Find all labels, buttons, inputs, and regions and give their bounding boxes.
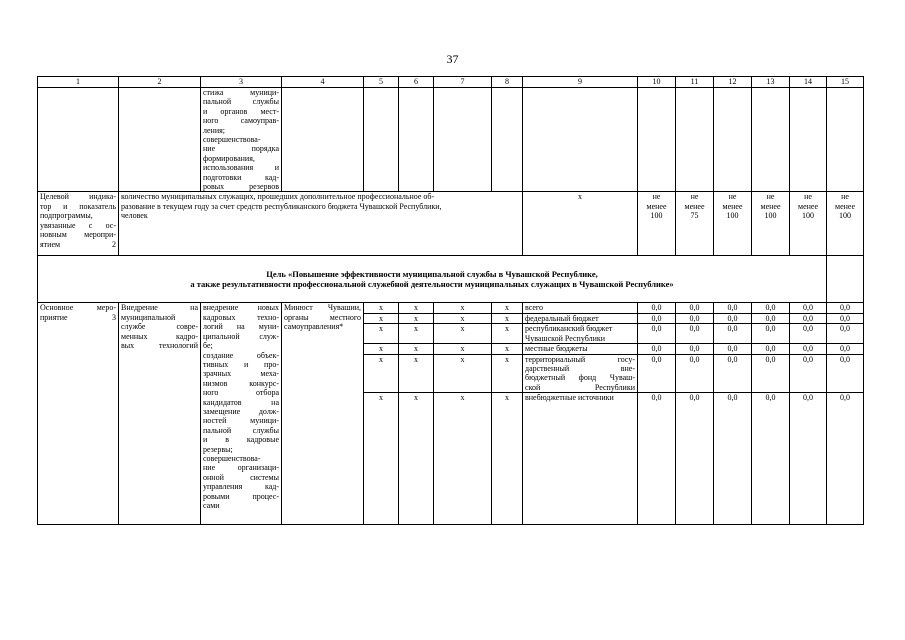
funding-value: 0,0 <box>752 303 790 313</box>
text-line: службе совре- <box>121 322 198 332</box>
header-row <box>38 77 864 88</box>
indicator-value <box>714 192 752 256</box>
column-number: 2 <box>119 77 201 88</box>
x-mark: х <box>492 313 523 323</box>
activity-label <box>38 303 119 525</box>
text-line: менее <box>835 201 855 211</box>
funding-value: 0,0 <box>714 303 752 313</box>
funding-row <box>38 303 864 313</box>
indicator-value <box>676 192 714 256</box>
cell <box>38 88 119 192</box>
funding-value: 0,0 <box>790 324 827 344</box>
text-line: дарственный вне- <box>525 363 635 373</box>
funding-value: 0,0 <box>752 313 790 323</box>
text-line: тор и показатель <box>40 201 116 211</box>
text-line: стижа муници- <box>203 88 279 97</box>
x-mark: х <box>364 393 399 525</box>
text-line: и в кадровые <box>203 435 279 445</box>
cell <box>364 88 399 192</box>
text-line: 75 <box>690 211 699 221</box>
text-line: местные бюджеты <box>525 344 588 354</box>
text-line: увязанные с ос- <box>40 220 116 230</box>
cell <box>399 88 434 192</box>
x-mark: х <box>492 303 523 313</box>
text-line: 100 <box>839 211 851 221</box>
x-mark: х <box>434 344 492 354</box>
goal-row <box>38 256 864 303</box>
funding-value: 0,0 <box>714 344 752 354</box>
text-line: ностей муници- <box>203 416 279 426</box>
funding-value: 0,0 <box>790 393 827 525</box>
text-line: менее <box>684 201 705 211</box>
x-mark: х <box>399 354 434 393</box>
funding-value: 0,0 <box>714 313 752 323</box>
text-line: не <box>841 192 849 202</box>
text-line: не <box>728 192 737 202</box>
x-mark: х <box>434 313 492 323</box>
text-line: кадровых техно- <box>203 312 279 322</box>
funding-source <box>523 354 638 393</box>
funding-source <box>523 344 638 354</box>
text-line: ровых резервов <box>203 182 279 192</box>
funding-value: 0,0 <box>714 393 752 525</box>
funding-value: 0,0 <box>752 324 790 344</box>
x-mark: х <box>399 303 434 313</box>
funding-value: 0,0 <box>638 313 676 323</box>
column-number: 5 <box>364 77 399 88</box>
funding-value: 0,0 <box>752 354 790 393</box>
text-line: низмов конкурс- <box>203 378 279 388</box>
text-line: подпрограммы, <box>40 211 93 221</box>
cell <box>638 88 676 192</box>
column-number: 4 <box>282 77 364 88</box>
funding-value: 0,0 <box>827 344 864 354</box>
cell <box>827 256 864 303</box>
text-line: пальной службы <box>203 97 279 107</box>
x-mark: х <box>434 324 492 344</box>
text-line: бе; <box>203 341 213 351</box>
x-mark: х <box>434 303 492 313</box>
page-number: 37 <box>446 52 459 66</box>
x-mark: х <box>492 324 523 344</box>
funding-value: 0,0 <box>638 324 676 344</box>
text-line: приятие 3 <box>40 312 116 322</box>
funding-value: 0,0 <box>752 344 790 354</box>
text-line: количество муниципальных служащих, прошедших дополнительное профессиональное об- <box>121 192 435 202</box>
continued-row <box>38 88 864 192</box>
x-mark: х <box>492 354 523 393</box>
column-number: 11 <box>676 77 714 88</box>
text-line: не <box>766 192 775 202</box>
indicator-label <box>38 192 119 256</box>
text-line: всего <box>525 303 544 313</box>
column-number: 9 <box>523 77 638 88</box>
text-line: не <box>690 192 699 202</box>
text-line: 100 <box>650 211 663 221</box>
activity-name <box>119 303 201 525</box>
text-line: Чувашской Республики <box>525 333 606 343</box>
indicator-value <box>638 192 676 256</box>
text-line: резервы; <box>203 444 233 454</box>
cell <box>434 88 492 192</box>
text-line: Основное меро- <box>40 303 116 313</box>
text-line: 100 <box>764 211 777 221</box>
x-mark: х <box>399 344 434 354</box>
text-line: ципальной служ- <box>203 331 279 341</box>
text-line: зрачных меха- <box>203 369 279 379</box>
indicator-value <box>790 192 827 256</box>
indicator-description <box>119 192 523 256</box>
text-line: федеральный бюджет <box>525 313 599 323</box>
text-line: человек <box>121 211 148 221</box>
text-line: менее <box>722 201 743 211</box>
funding-value: 0,0 <box>790 303 827 313</box>
text-line: разование в текущем году за счет средств республиканского бюджета Чувашской Республики, <box>121 201 442 211</box>
column-number: 8 <box>492 77 523 88</box>
text-line: 100 <box>726 211 739 221</box>
x-mark: х <box>364 324 399 344</box>
text-line: не <box>652 192 661 202</box>
column-number: 10 <box>638 77 676 88</box>
text-line: органы местного <box>284 312 361 322</box>
text-line: пальной службы <box>203 425 279 435</box>
text-line: использования и <box>203 163 279 173</box>
funding-value: 0,0 <box>638 344 676 354</box>
text-line: кандидатов на <box>203 397 279 407</box>
cell <box>492 88 523 192</box>
x-mark: х <box>492 344 523 354</box>
text-line: муниципальной <box>121 312 176 322</box>
text-line: менее <box>760 201 781 211</box>
funding-value: 0,0 <box>827 393 864 525</box>
cell <box>282 88 364 192</box>
text-line: внедрение новых <box>203 303 279 313</box>
goal-line-2: а также результативности профессиональной служебной деятельности муниципальных служащих в Чувашской Республике» <box>190 279 674 290</box>
funding-value: 0,0 <box>827 313 864 323</box>
text-line: ровыми процес- <box>203 491 279 501</box>
text-line: Внедрение на <box>121 303 198 313</box>
text-line: самоуправления* <box>284 322 344 332</box>
continued-measure-text <box>201 88 282 192</box>
column-number: 14 <box>790 77 827 88</box>
cell <box>676 88 714 192</box>
text-line: онной системы <box>203 472 279 482</box>
goal-heading <box>38 256 827 303</box>
funding-value: 0,0 <box>827 324 864 344</box>
text-line: республиканский бюджет <box>525 324 613 334</box>
text-line: создание объек- <box>203 350 279 360</box>
text-line: совершенствова- <box>203 135 261 145</box>
funding-source <box>523 313 638 323</box>
funding-value: 0,0 <box>638 303 676 313</box>
x-mark: х <box>399 393 434 525</box>
cell <box>752 88 790 192</box>
text-line: менных кадро- <box>121 331 198 341</box>
text-line: совершенствова- <box>203 453 261 463</box>
column-number: 6 <box>399 77 434 88</box>
funding-value: 0,0 <box>638 354 676 393</box>
text-line: ного самоуправ- <box>203 116 279 126</box>
funding-value: 0,0 <box>676 303 714 313</box>
text-line: тивных и про- <box>203 359 279 369</box>
x-mark: х <box>364 344 399 354</box>
text-line: внебюджетные источники <box>525 393 614 403</box>
text-line: формирования, <box>203 153 255 163</box>
indicator-value <box>827 192 864 256</box>
text-line: ятием 2 <box>40 239 116 249</box>
funding-value: 0,0 <box>676 313 714 323</box>
text-line: новным меропри- <box>40 230 116 240</box>
column-number: 7 <box>434 77 492 88</box>
indicator-value <box>752 192 790 256</box>
funding-value: 0,0 <box>752 393 790 525</box>
cell <box>790 88 827 192</box>
funding-value: 0,0 <box>638 393 676 525</box>
text-line: сами <box>203 501 220 510</box>
column-number: 3 <box>201 77 282 88</box>
x-mark: х <box>399 313 434 323</box>
text-line: менее <box>646 201 667 211</box>
text-line: и органов мест- <box>203 106 279 116</box>
funding-source <box>523 324 638 344</box>
text-line: ного отбора <box>203 388 279 398</box>
indicator-row <box>38 192 864 256</box>
funding-value: 0,0 <box>714 354 752 393</box>
column-number: 13 <box>752 77 790 88</box>
text-line: ние организаци- <box>203 463 279 473</box>
text-line: ления; <box>203 125 226 135</box>
text-line: менее <box>798 201 818 211</box>
funding-source <box>523 303 638 313</box>
x-mark: х <box>434 354 492 393</box>
funding-value: 0,0 <box>676 324 714 344</box>
funding-value: 0,0 <box>827 354 864 393</box>
text-line: ской Республики <box>525 382 635 392</box>
indicator-source: х <box>523 192 638 256</box>
funding-source <box>523 393 638 525</box>
program-table <box>37 76 864 525</box>
activity-measures <box>201 303 282 525</box>
x-mark: х <box>364 354 399 393</box>
column-number: 1 <box>38 77 119 88</box>
text-line: бюджетный фонд Чуваш- <box>525 373 635 383</box>
column-number: 15 <box>827 77 864 88</box>
funding-value: 0,0 <box>676 354 714 393</box>
activity-executor <box>282 303 364 525</box>
text-line: 100 <box>802 211 814 221</box>
goal-line-1: Цель «Повышение эффективности муниципальной службы в Чувашской Республике, <box>266 269 598 280</box>
cell <box>714 88 752 192</box>
funding-value: 0,0 <box>827 303 864 313</box>
funding-value: 0,0 <box>676 344 714 354</box>
x-mark: х <box>364 303 399 313</box>
x-mark: х <box>492 393 523 525</box>
cell <box>523 88 638 192</box>
funding-value: 0,0 <box>714 324 752 344</box>
x-mark: х <box>434 393 492 525</box>
column-number: 12 <box>714 77 752 88</box>
x-mark: х <box>399 324 434 344</box>
funding-value: 0,0 <box>676 393 714 525</box>
funding-value: 0,0 <box>790 344 827 354</box>
text-line: не <box>804 192 812 202</box>
funding-value: 0,0 <box>790 354 827 393</box>
text-line: управления кад- <box>203 482 279 492</box>
text-line: логий на муни- <box>203 322 279 332</box>
text-line: подготовки кад- <box>203 172 279 182</box>
text-line: вых технологий <box>121 341 198 351</box>
text-line: Целевой индика- <box>40 192 116 202</box>
text-line: Минюст Чувашии, <box>284 303 361 313</box>
text-line: территориальный госу- <box>525 354 635 364</box>
funding-value: 0,0 <box>790 313 827 323</box>
x-mark: х <box>364 313 399 323</box>
cell <box>119 88 201 192</box>
cell <box>827 88 864 192</box>
text-line: замещение долж- <box>203 406 279 416</box>
text-line: ние порядка <box>203 144 279 154</box>
